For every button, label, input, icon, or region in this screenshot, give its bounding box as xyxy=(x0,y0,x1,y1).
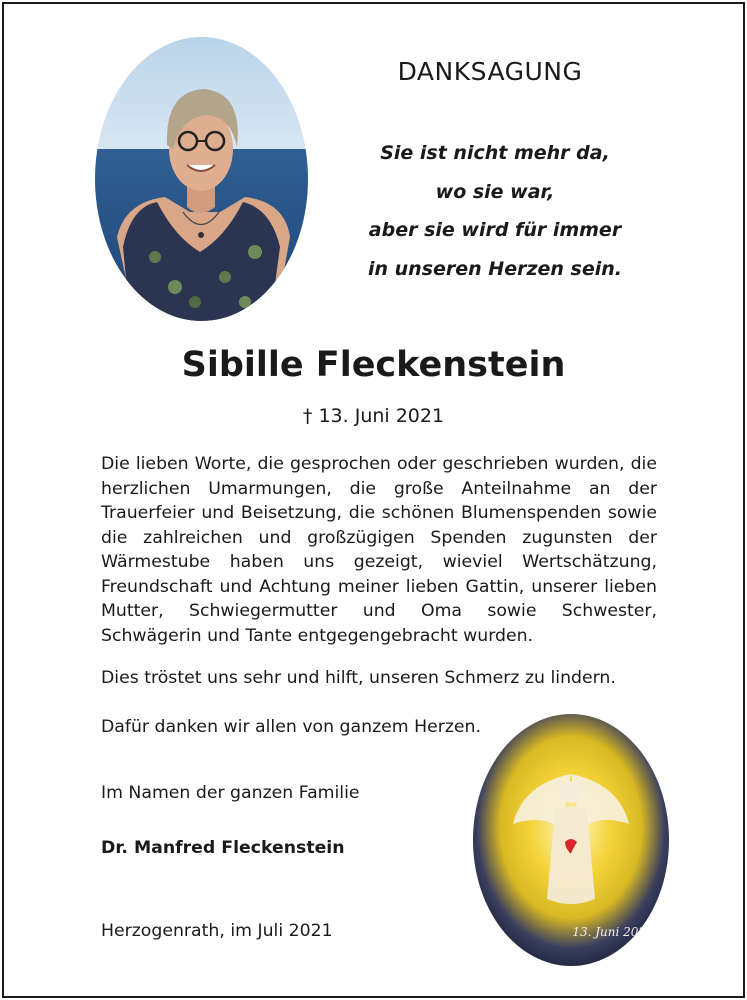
thanks-line: Dafür danken wir allen von ganzem Herzen. xyxy=(101,717,481,737)
poem-line: Sie ist nicht mehr da, xyxy=(380,142,610,164)
place-date: Herzogenrath, im Juli 2021 xyxy=(101,921,333,941)
family-intro: Im Namen der ganzen Familie xyxy=(101,783,360,803)
memorial-poem xyxy=(335,134,655,288)
signer-name: Dr. Manfred Fleckenstein xyxy=(101,838,345,858)
poem-line: aber sie wird für immer xyxy=(368,219,622,241)
death-date: † 13. Juni 2021 xyxy=(302,405,445,427)
thanks-paragraph: Die lieben Worte, die gesprochen oder geschrieben wurden, die herzlichen Umarmungen, die große Anteilnahme an der Trauerfeier und Beisetzung, die schönen Blumenspenden sowie die zahlreichen und großzügigen Spenden zugunsten der Wärmestube haben uns gezeigt, wieviel Wertschätzung, Freundschaft und Achtung meiner lieben Gattin, unserer lieben Mutter, Schwiegermutter und Oma sowie Schwester, Schwägerin und Tante entgegengebracht wurden. xyxy=(101,454,657,646)
portrait-photo xyxy=(95,37,308,321)
poem-line: wo sie war, xyxy=(435,180,555,203)
deceased-name: Sibille Fleckenstein xyxy=(181,345,566,385)
painting-inscription: 13. Juni 2021 xyxy=(572,925,654,939)
notice-title: DANKSAGUNG xyxy=(397,57,583,86)
comfort-line: Dies tröstet uns sehr und hilft, unseren Schmerz zu lindern. xyxy=(101,668,616,688)
poem-line: in unseren Herzen sein. xyxy=(368,257,622,280)
angel-painting xyxy=(473,714,669,966)
